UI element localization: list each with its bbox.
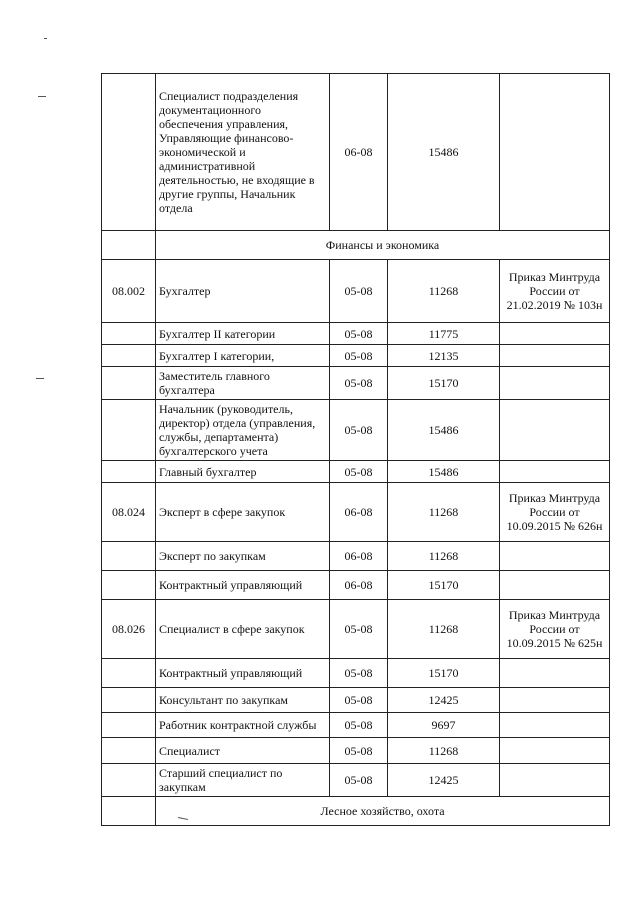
code-cell (102, 571, 156, 600)
position-name-cell: Заместитель главного бухгалтера (156, 367, 330, 400)
code-cell (102, 367, 156, 400)
table-row (102, 260, 610, 323)
table-row (102, 74, 610, 231)
basis-cell (500, 542, 610, 571)
salary-cell: 15486 (388, 400, 500, 461)
salary-cell: 12135 (388, 345, 500, 367)
basis-cell (500, 688, 610, 713)
qualification-level-cell: 05-08 (330, 600, 388, 659)
salary-cell: 11775 (388, 323, 500, 345)
scan-mark (38, 96, 46, 97)
position-name-cell: Эксперт по закупкам (156, 542, 330, 571)
code-cell (102, 738, 156, 764)
table-row (102, 367, 610, 400)
position-name-cell: Специалист в сфере закупок (156, 600, 330, 659)
table-row (102, 483, 610, 542)
qualification-table (101, 73, 610, 826)
position-name-cell: Бухгалтер (156, 260, 330, 323)
salary-cell: 9697 (388, 713, 500, 738)
position-name-cell: Специалист подразделения документационного обеспечения управления, Управляющие финансово-экономической и административной деятельностью, не входящие в другие группы, Начальник отдела (156, 74, 330, 231)
position-name-cell: Работник контрактной службы (156, 713, 330, 738)
qualification-level-cell: 06-08 (330, 74, 388, 231)
scan-mark (44, 38, 47, 39)
basis-cell (500, 461, 610, 483)
section-empty-cell (102, 797, 156, 826)
qualification-level-cell: 05-08 (330, 400, 388, 461)
section-title: Лесное хозяйство, охота (156, 797, 610, 826)
table-row (102, 542, 610, 571)
position-name-cell: Бухгалтер II категории (156, 323, 330, 345)
salary-cell: 11268 (388, 600, 500, 659)
table-row (102, 400, 610, 461)
section-title: Финансы и экономика (156, 231, 610, 260)
code-cell: 08.002 (102, 260, 156, 323)
qualification-level-cell: 05-08 (330, 738, 388, 764)
code-cell (102, 461, 156, 483)
basis-cell (500, 345, 610, 367)
basis-cell (500, 74, 610, 231)
section-row (102, 797, 610, 826)
qualification-level-cell: 05-08 (330, 367, 388, 400)
basis-cell (500, 764, 610, 797)
qualification-level-cell: 06-08 (330, 542, 388, 571)
salary-cell: 11268 (388, 483, 500, 542)
table-row (102, 688, 610, 713)
table-row (102, 764, 610, 797)
position-name-cell: Специалист (156, 738, 330, 764)
qualification-level-cell: 05-08 (330, 345, 388, 367)
table-row (102, 571, 610, 600)
salary-cell: 12425 (388, 764, 500, 797)
code-cell: 08.026 (102, 600, 156, 659)
code-cell (102, 74, 156, 231)
code-cell (102, 688, 156, 713)
salary-cell: 12425 (388, 688, 500, 713)
table-row (102, 345, 610, 367)
salary-cell: 11268 (388, 260, 500, 323)
basis-cell (500, 713, 610, 738)
code-cell (102, 323, 156, 345)
position-name-cell: Консультант по закупкам (156, 688, 330, 713)
basis-cell (500, 659, 610, 688)
section-row (102, 231, 610, 260)
position-name-cell: Контрактный управляющий (156, 571, 330, 600)
basis-cell (500, 571, 610, 600)
salary-cell: 11268 (388, 738, 500, 764)
salary-cell: 15170 (388, 659, 500, 688)
table-row (102, 659, 610, 688)
qualification-level-cell: 05-08 (330, 260, 388, 323)
salary-cell: 15170 (388, 571, 500, 600)
position-name-cell: Главный бухгалтер (156, 461, 330, 483)
qualification-level-cell: 05-08 (330, 323, 388, 345)
salary-cell: 15486 (388, 461, 500, 483)
basis-cell: Приказ Минтруда России от 21.02.2019 № 103н (500, 260, 610, 323)
table-row (102, 461, 610, 483)
qualification-level-cell: 05-08 (330, 688, 388, 713)
table-row (102, 323, 610, 345)
code-cell (102, 400, 156, 461)
position-name-cell: Начальник (руководитель, директор) отдела (управления, службы, департамента) бухгалтерского учета (156, 400, 330, 461)
qualification-level-cell: 06-08 (330, 571, 388, 600)
table-row (102, 738, 610, 764)
section-empty-cell (102, 231, 156, 260)
basis-cell (500, 738, 610, 764)
qualification-level-cell: 05-08 (330, 713, 388, 738)
code-cell (102, 659, 156, 688)
salary-cell: 15486 (388, 74, 500, 231)
basis-cell: Приказ Минтруда России от 10.09.2015 № 625н (500, 600, 610, 659)
table-row (102, 600, 610, 659)
position-name-cell: Эксперт в сфере закупок (156, 483, 330, 542)
position-name-cell: Контрактный управляющий (156, 659, 330, 688)
code-cell (102, 713, 156, 738)
basis-cell: Приказ Минтруда России от 10.09.2015 № 626н (500, 483, 610, 542)
qualification-level-cell: 06-08 (330, 483, 388, 542)
basis-cell (500, 323, 610, 345)
qualification-level-cell: 05-08 (330, 659, 388, 688)
basis-cell (500, 400, 610, 461)
code-cell (102, 764, 156, 797)
code-cell: 08.024 (102, 483, 156, 542)
qualification-level-cell: 05-08 (330, 461, 388, 483)
salary-cell: 15170 (388, 367, 500, 400)
scan-mark (36, 378, 44, 379)
qualification-level-cell: 05-08 (330, 764, 388, 797)
position-name-cell: Старший специалист по закупкам (156, 764, 330, 797)
code-cell (102, 345, 156, 367)
salary-cell: 11268 (388, 542, 500, 571)
table-row (102, 713, 610, 738)
code-cell (102, 542, 156, 571)
position-name-cell: Бухгалтер I категории, (156, 345, 330, 367)
basis-cell (500, 367, 610, 400)
